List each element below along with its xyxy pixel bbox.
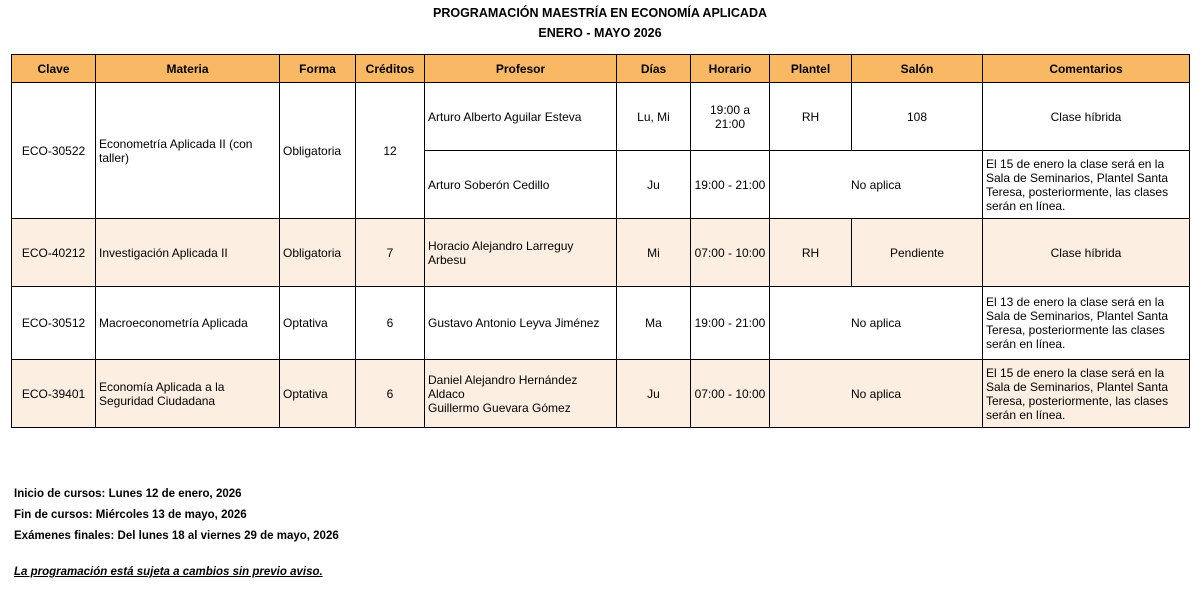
col-header-dias: Días — [617, 55, 691, 83]
table-header-row — [12, 55, 1190, 83]
cell-plantel: RH — [770, 219, 852, 287]
cell-dias: Mi — [617, 219, 691, 287]
col-header-horario: Horario — [691, 55, 770, 83]
cell-profesor: Arturo Soberón Cedillo — [425, 151, 617, 219]
cell-materia: Macroeconometría Aplicada — [96, 287, 280, 360]
cell-horario: 19:00 - 21:00 — [691, 287, 770, 360]
cell-creditos: 7 — [356, 219, 425, 287]
cell-profesor: Horacio Alejandro Larreguy Arbesu — [425, 219, 617, 287]
exams-note: Exámenes finales: Del lunes 18 al viernes 29 de mayo, 2026 — [14, 530, 339, 542]
cell-horario: 07:00 - 10:00 — [691, 219, 770, 287]
cell-dias: Lu, Mi — [617, 83, 691, 151]
cell-horario: 07:00 - 10:00 — [691, 360, 770, 428]
cell-creditos: 12 — [356, 83, 425, 219]
cell-dias: Ju — [617, 151, 691, 219]
cell-plantel-salon: No aplica — [770, 151, 983, 219]
col-header-profesor: Profesor — [425, 55, 617, 83]
table-row — [12, 360, 1190, 428]
cell-clave: ECO-39401 — [12, 360, 96, 428]
cell-clave: ECO-40212 — [12, 219, 96, 287]
col-header-plantel: Plantel — [770, 55, 852, 83]
page-subtitle: ENERO - MAYO 2026 — [538, 26, 662, 40]
cell-clave: ECO-30522 — [12, 83, 96, 219]
cell-horario: 19:00 a 21:00 — [691, 83, 770, 151]
cell-comentarios: El 13 de enero la clase será en la Sala de Seminarios, Plantel Santa Teresa, posteriormente las clases serán en línea. — [983, 287, 1190, 360]
cell-plantel-salon: No aplica — [770, 360, 983, 428]
cell-dias: Ma — [617, 287, 691, 360]
cell-plantel: RH — [770, 83, 852, 151]
cell-comentarios: El 15 de enero la clase será en la Sala de Seminarios, Plantel Santa Teresa, posteriormente, las clases serán en línea. — [983, 151, 1190, 219]
col-header-creditos: Créditos — [356, 55, 425, 83]
cell-forma: Obligatoria — [280, 83, 356, 219]
profesor-name-2: Guillermo Guevara Gómez — [428, 400, 571, 415]
cell-clave: ECO-30512 — [12, 287, 96, 360]
cell-plantel-salon: No aplica — [770, 287, 983, 360]
cell-profesor: Gustavo Antonio Leyva Jiménez — [425, 287, 617, 360]
cell-dias: Ju — [617, 360, 691, 428]
page-title: PROGRAMACIÓN MAESTRÍA EN ECONOMÍA APLICADA — [432, 6, 768, 20]
cell-creditos: 6 — [356, 287, 425, 360]
cell-materia: Economía Aplicada a la Seguridad Ciudadana — [96, 360, 280, 428]
schedule-table — [11, 54, 1190, 428]
col-header-forma: Forma — [280, 55, 356, 83]
cell-salon: Pendiente — [852, 219, 983, 287]
cell-materia: Econometría Aplicada II (con taller) — [96, 83, 280, 219]
cell-salon: 108 — [852, 83, 983, 151]
cell-forma: Optativa — [280, 360, 356, 428]
cell-creditos: 6 — [356, 360, 425, 428]
start-date-note: Inicio de cursos: Lunes 12 de enero, 2026 — [14, 488, 242, 500]
cell-forma: Optativa — [280, 287, 356, 360]
table-row — [12, 83, 1190, 151]
col-header-materia: Materia — [96, 55, 280, 83]
course-dates — [14, 484, 339, 547]
cell-materia: Investigación Aplicada II — [96, 219, 280, 287]
col-header-clave: Clave — [12, 55, 96, 83]
col-header-salon: Salón — [852, 55, 983, 83]
table-row — [12, 287, 1190, 360]
end-date-note: Fin de cursos: Miércoles 13 de mayo, 2026 — [14, 509, 247, 521]
cell-horario: 19:00 - 21:00 — [691, 151, 770, 219]
cell-forma: Obligatoria — [280, 219, 356, 287]
cell-profesor — [425, 360, 617, 428]
profesor-name-1: Daniel Alejandro Hernández Aldaco — [428, 372, 578, 401]
cell-comentarios: Clase híbrida — [983, 219, 1190, 287]
cell-comentarios: Clase híbrida — [983, 83, 1190, 151]
cell-profesor: Arturo Alberto Aguilar Esteva — [425, 83, 617, 151]
disclaimer: La programación está sujeta a cambios sin previo aviso. — [14, 566, 323, 578]
table-row — [12, 219, 1190, 287]
col-header-comentarios: Comentarios — [983, 55, 1190, 83]
title-block — [0, 3, 1200, 43]
cell-comentarios: El 15 de enero la clase será en la Sala de Seminarios, Plantel Santa Teresa, posteriormente, las clases serán en línea. — [983, 360, 1190, 428]
